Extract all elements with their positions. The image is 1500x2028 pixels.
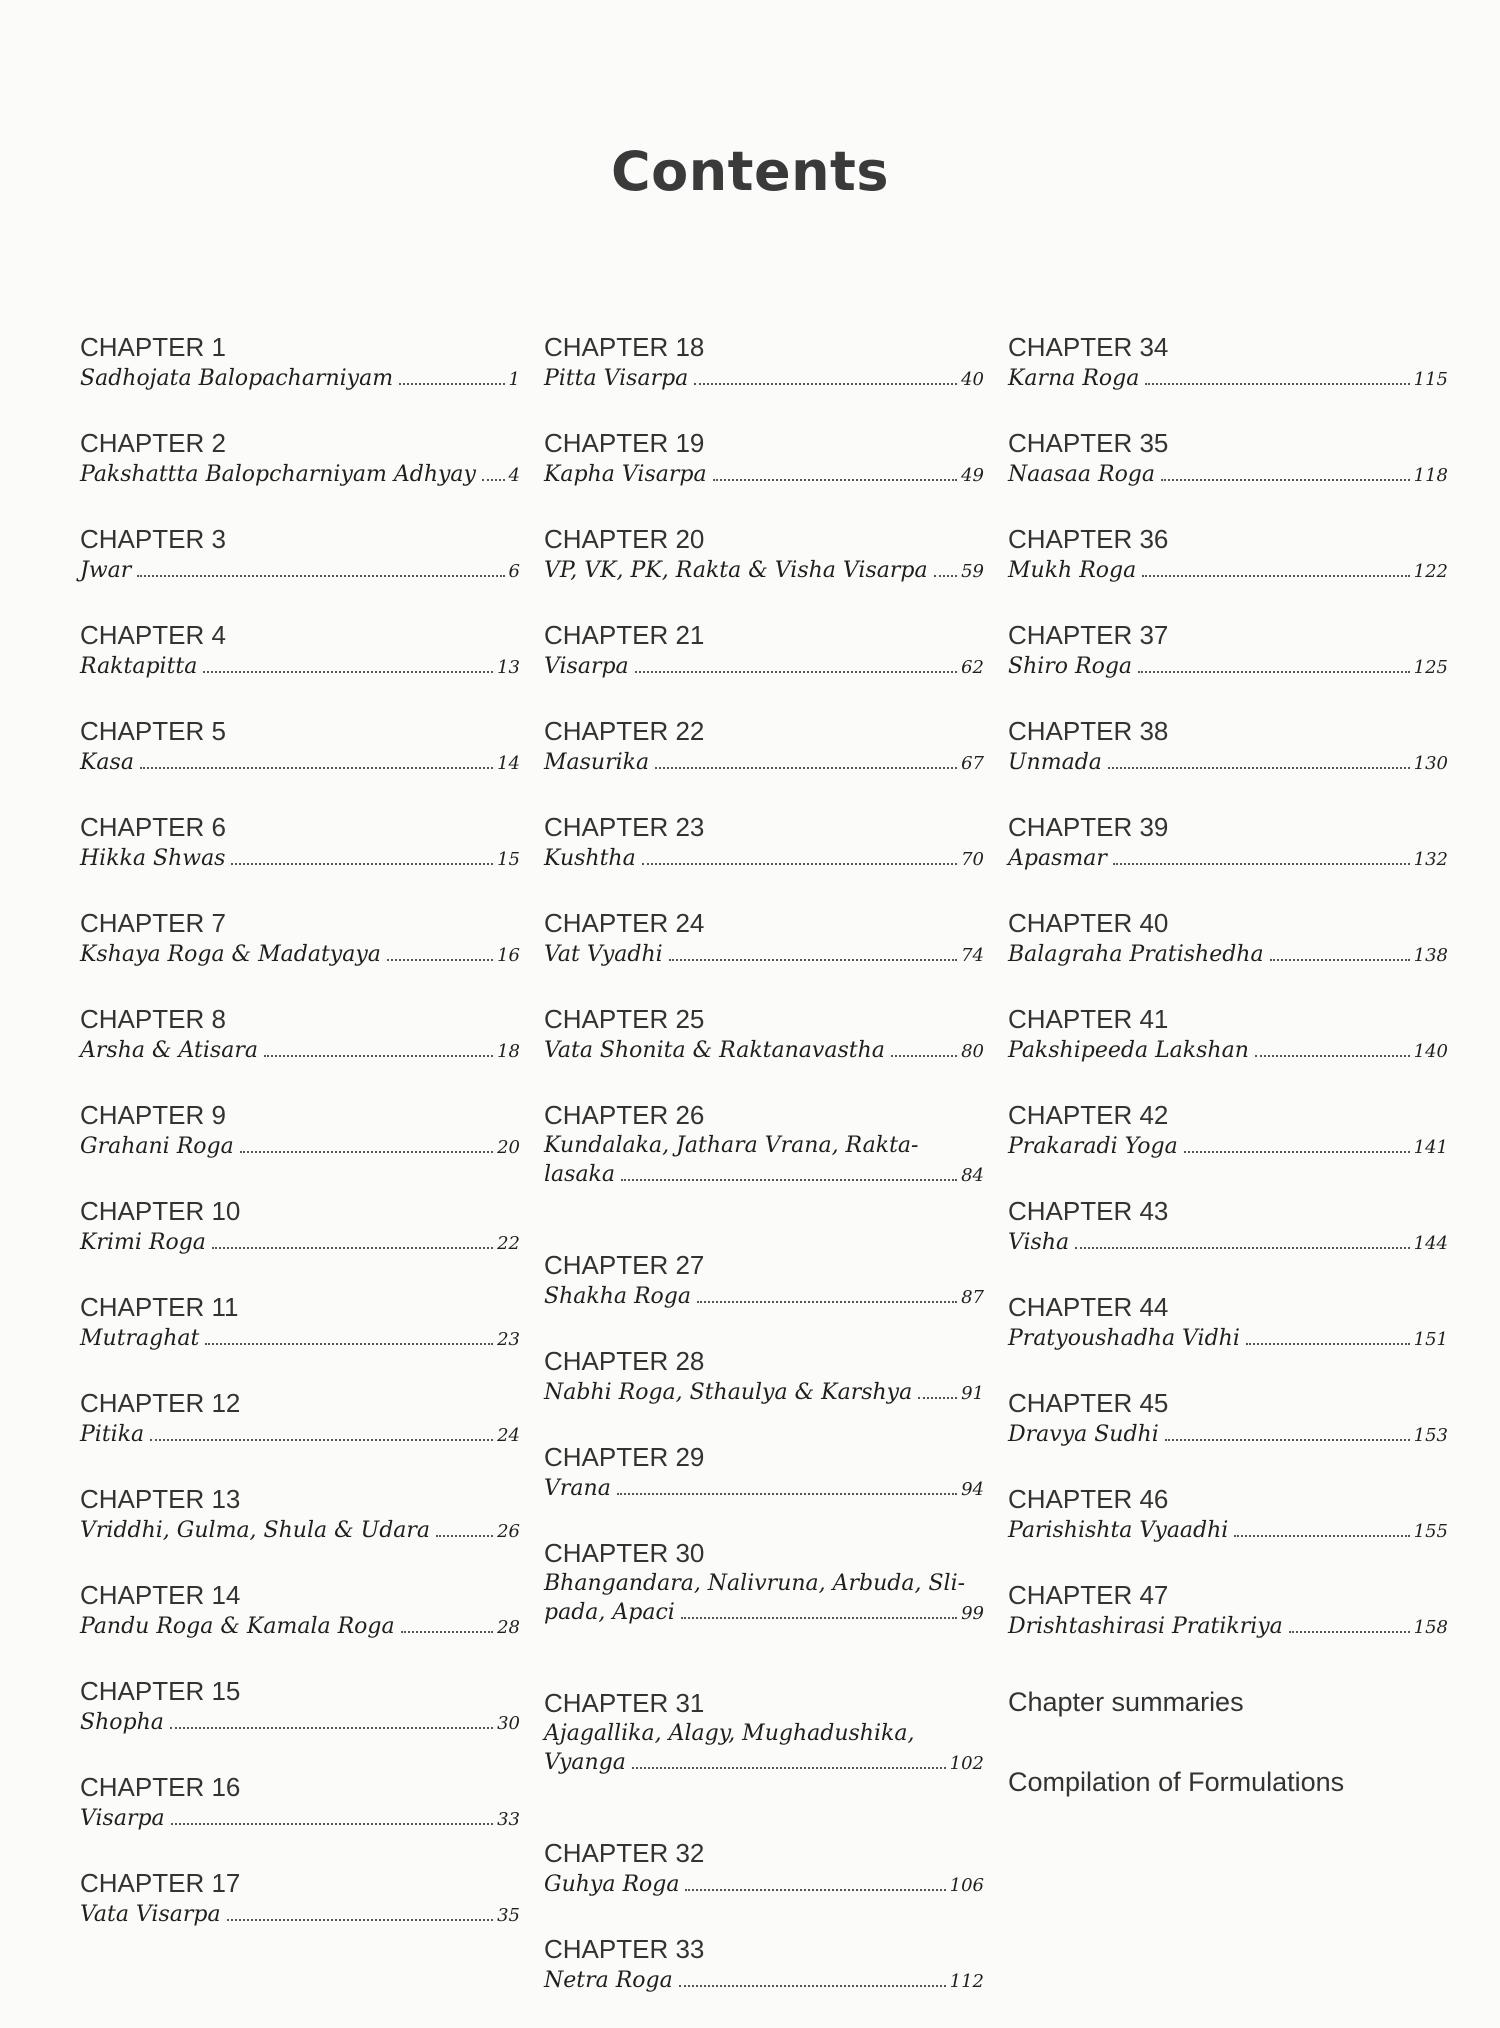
- dot-leader: [681, 1617, 957, 1619]
- toc-entry[interactable]: [80, 1482, 520, 1578]
- chapter-topic: Nabhi Roga, Sthaulya & Karshya: [544, 1380, 913, 1405]
- toc-entry[interactable]: [80, 714, 520, 810]
- chapter-topic: Karna Roga: [1008, 366, 1140, 391]
- toc-entry[interactable]: [1008, 810, 1448, 906]
- chapter-label: CHAPTER 43: [1008, 1196, 1169, 1226]
- chapter-label: CHAPTER 29: [544, 1442, 705, 1472]
- dot-leader: [1142, 575, 1409, 577]
- chapter-topic: Bhangandara, Nalivruna, Arbuda, Sli-: [544, 1571, 966, 1596]
- chapter-label: CHAPTER 26: [544, 1100, 705, 1130]
- page-number: 130: [1413, 753, 1448, 774]
- page-number: 4: [508, 465, 520, 486]
- dot-leader: [482, 479, 505, 481]
- chapter-label: CHAPTER 27: [544, 1250, 705, 1280]
- chapter-topic: Shakha Roga: [544, 1284, 691, 1309]
- toc-entry[interactable]: [544, 906, 984, 1002]
- page-number: 94: [961, 1479, 984, 1500]
- toc-entry[interactable]: [80, 330, 520, 426]
- page-number: 122: [1413, 561, 1448, 582]
- toc-entry[interactable]: [80, 1770, 520, 1866]
- chapter-topic: Pandu Roga & Kamala Roga: [80, 1614, 395, 1639]
- dot-leader: [231, 863, 493, 865]
- chapter-topic: Kundalaka, Jathara Vrana, Rakta-: [544, 1133, 919, 1158]
- chapter-topic: Hikka Shwas: [80, 846, 226, 871]
- page-number: 118: [1413, 465, 1448, 486]
- chapter-topic: Vata Visarpa: [80, 1902, 221, 1927]
- page-number: 18: [497, 1041, 520, 1062]
- toc-entry[interactable]: [80, 618, 520, 714]
- chapter-topic: Shiro Roga: [1008, 654, 1133, 679]
- page-number: 144: [1413, 1233, 1448, 1254]
- page-number: 91: [961, 1383, 984, 1404]
- page-number: 67: [961, 753, 984, 774]
- chapter-label: CHAPTER 41: [1008, 1004, 1169, 1034]
- page-number: 33: [497, 1809, 520, 1830]
- toc-entry[interactable]: [1008, 1482, 1448, 1578]
- dot-leader: [632, 1767, 946, 1769]
- toc-entry[interactable]: [80, 522, 520, 618]
- chapter-topic: Kshaya Roga & Madatyaya: [80, 942, 381, 967]
- dot-leader: [140, 767, 493, 769]
- chapter-topic: Naasaa Roga: [1008, 462, 1156, 487]
- page-number: 155: [1413, 1521, 1448, 1542]
- toc-entry[interactable]: [544, 1248, 984, 1344]
- page-number: 138: [1413, 945, 1448, 966]
- chapter-topic: Vriddhi, Gulma, Shula & Udara: [80, 1518, 431, 1543]
- chapter-label: CHAPTER 34: [1008, 332, 1169, 362]
- toc-entry[interactable]: [544, 1344, 984, 1440]
- toc-entry[interactable]: [1008, 1386, 1448, 1482]
- dot-leader: [891, 1055, 957, 1057]
- chapter-topic: Vata Shonita & Raktanavastha: [544, 1038, 885, 1063]
- chapter-label: CHAPTER 47: [1008, 1580, 1169, 1610]
- page-number: 153: [1413, 1425, 1448, 1446]
- dot-leader: [642, 863, 957, 865]
- dot-leader: [436, 1535, 493, 1537]
- toc-entry[interactable]: [544, 330, 984, 426]
- dot-leader: [1108, 767, 1410, 769]
- chapter-topic: Balagraha Pratishedha: [1008, 942, 1264, 967]
- chapter-topic-continued: lasaka: [544, 1162, 616, 1187]
- dot-leader: [399, 383, 504, 385]
- chapter-label: CHAPTER 15: [80, 1676, 241, 1706]
- chapter-topic: Masurika: [544, 750, 650, 775]
- chapter-label: CHAPTER 45: [1008, 1388, 1169, 1418]
- page-number: 14: [497, 753, 520, 774]
- chapter-label: CHAPTER 25: [544, 1004, 705, 1034]
- toc-entry[interactable]: [544, 714, 984, 810]
- page-number: 15: [497, 849, 520, 870]
- chapter-topic: Pakshattta Balopcharniyam Adhyay: [80, 462, 476, 487]
- dot-leader: [170, 1727, 493, 1729]
- toc-entry[interactable]: [80, 1194, 520, 1290]
- dot-leader: [203, 671, 493, 673]
- chapter-topic: Pakshipeeda Lakshan: [1008, 1038, 1249, 1063]
- toc-entry[interactable]: [544, 1536, 984, 1686]
- chapter-topic: Pratyoushadha Vidhi: [1008, 1326, 1240, 1351]
- page-number: 151: [1413, 1329, 1448, 1350]
- chapter-topic: Visarpa: [80, 1806, 165, 1831]
- dot-leader: [1145, 383, 1409, 385]
- dot-leader: [205, 1343, 493, 1345]
- dot-leader: [1289, 1631, 1410, 1633]
- page-number: 141: [1413, 1137, 1448, 1158]
- toc-entry[interactable]: [80, 906, 520, 1002]
- chapter-topic: Vrana: [544, 1476, 611, 1501]
- dot-leader: [171, 1823, 493, 1825]
- dot-leader: [694, 383, 957, 385]
- toc-entry[interactable]: [1008, 1098, 1448, 1194]
- chapter-label: CHAPTER 31: [544, 1688, 705, 1718]
- page-number: 16: [497, 945, 520, 966]
- page-number: 26: [497, 1521, 520, 1542]
- page-number: 22: [497, 1233, 520, 1254]
- chapter-label: CHAPTER 3: [80, 524, 226, 554]
- toc-column-2: [544, 330, 984, 2028]
- chapter-topic: Netra Roga: [544, 1968, 673, 1993]
- page-number: 40: [961, 369, 984, 390]
- chapter-label: CHAPTER 5: [80, 716, 226, 746]
- chapter-label: CHAPTER 46: [1008, 1484, 1169, 1514]
- chapter-label: CHAPTER 30: [544, 1538, 705, 1568]
- dot-leader: [387, 959, 493, 961]
- dot-leader: [934, 575, 958, 577]
- toc-entry[interactable]: [1008, 426, 1448, 522]
- dot-leader: [1138, 671, 1410, 673]
- page-number: 24: [497, 1425, 520, 1446]
- page-number: 80: [961, 1041, 984, 1062]
- toc-entry[interactable]: [80, 1866, 520, 1962]
- dot-leader: [1165, 1439, 1410, 1441]
- toc-entry[interactable]: [544, 1098, 984, 1248]
- chapter-topic: Pitika: [80, 1422, 145, 1447]
- dot-leader: [1270, 959, 1410, 961]
- page-number: 112: [949, 1971, 984, 1992]
- page-number: 158: [1413, 1617, 1448, 1638]
- chapter-label: CHAPTER 23: [544, 812, 705, 842]
- chapter-label: CHAPTER 36: [1008, 524, 1169, 554]
- chapter-label: CHAPTER 11: [80, 1292, 239, 1322]
- toc-entry[interactable]: [80, 1098, 520, 1194]
- chapter-topic: Prakaradi Yoga: [1008, 1134, 1178, 1159]
- chapter-label: CHAPTER 12: [80, 1388, 241, 1418]
- dot-leader: [240, 1151, 493, 1153]
- chapter-topic: Kushtha: [544, 846, 636, 871]
- toc-entry[interactable]: [1008, 1578, 1448, 1674]
- chapter-topic: Drishtashirasi Pratikriya: [1008, 1614, 1283, 1639]
- chapter-label: CHAPTER 6: [80, 812, 226, 842]
- chapter-label: CHAPTER 1: [80, 332, 226, 362]
- chapter-topic: Visarpa: [544, 654, 629, 679]
- chapter-topic: Unmada: [1008, 750, 1102, 775]
- dot-leader: [401, 1631, 493, 1633]
- page-number: 6: [508, 561, 520, 582]
- dot-leader: [1246, 1343, 1410, 1345]
- chapter-label: CHAPTER 18: [544, 332, 705, 362]
- chapter-label: CHAPTER 32: [544, 1838, 705, 1868]
- page-number: 132: [1413, 849, 1448, 870]
- dot-leader: [150, 1439, 493, 1441]
- dot-leader: [697, 1301, 957, 1303]
- dot-leader: [918, 1397, 957, 1399]
- dot-leader: [621, 1179, 957, 1181]
- chapter-topic: Pitta Visarpa: [544, 366, 689, 391]
- dot-leader: [713, 479, 958, 481]
- chapter-label: CHAPTER 28: [544, 1346, 705, 1376]
- chapter-label: CHAPTER 21: [544, 620, 705, 650]
- chapter-topic: Jwar: [80, 558, 132, 583]
- toc-entry[interactable]: [1008, 522, 1448, 618]
- toc-entry[interactable]: [1008, 1002, 1448, 1098]
- toc-entry[interactable]: [80, 1386, 520, 1482]
- chapter-topic-continued: pada, Apaci: [544, 1600, 675, 1625]
- toc-entry[interactable]: [80, 1674, 520, 1770]
- chapter-label: CHAPTER 8: [80, 1004, 226, 1034]
- page-number: 70: [961, 849, 984, 870]
- chapter-label: CHAPTER 37: [1008, 620, 1169, 650]
- dot-leader: [1161, 479, 1410, 481]
- page-number: 23: [497, 1329, 520, 1350]
- compilation-of-formulations-entry[interactable]: Compilation of Formulations: [1008, 1767, 1345, 1797]
- chapter-topic: Kapha Visarpa: [544, 462, 707, 487]
- page-number: 115: [1413, 369, 1448, 390]
- dot-leader: [1075, 1247, 1410, 1249]
- chapter-summaries-entry[interactable]: Chapter summaries: [1008, 1687, 1244, 1717]
- chapter-label: CHAPTER 20: [544, 524, 705, 554]
- toc-entry[interactable]: [544, 522, 984, 618]
- toc-entry[interactable]: [544, 810, 984, 906]
- chapter-label: CHAPTER 39: [1008, 812, 1169, 842]
- page-number: 49: [961, 465, 984, 486]
- toc-entry[interactable]: [80, 1002, 520, 1098]
- chapter-label: CHAPTER 44: [1008, 1292, 1169, 1322]
- chapter-topic: Vat Vyadhi: [544, 942, 663, 967]
- chapter-topic: Visha: [1008, 1230, 1070, 1255]
- chapter-label: CHAPTER 40: [1008, 908, 1169, 938]
- dot-leader: [669, 959, 957, 961]
- chapter-label: CHAPTER 38: [1008, 716, 1169, 746]
- toc-entry[interactable]: [544, 1836, 984, 1932]
- chapter-topic: Shopha: [80, 1710, 164, 1735]
- chapter-label: CHAPTER 10: [80, 1196, 241, 1226]
- toc-entry[interactable]: [544, 1932, 984, 2028]
- dot-leader: [685, 1889, 945, 1891]
- toc-entry[interactable]: [80, 1290, 520, 1386]
- dot-leader: [264, 1055, 493, 1057]
- chapter-topic: Parishishta Vyaadhi: [1008, 1518, 1229, 1543]
- page-number: 84: [961, 1165, 984, 1186]
- toc-entry[interactable]: [1008, 1290, 1448, 1386]
- chapter-label: CHAPTER 42: [1008, 1100, 1169, 1130]
- chapter-topic: Mutraghat: [80, 1326, 200, 1351]
- toc-entry[interactable]: [1008, 906, 1448, 1002]
- chapter-label: CHAPTER 7: [80, 908, 226, 938]
- toc-entry[interactable]: [80, 426, 520, 522]
- chapter-topic-continued: Vyanga: [544, 1750, 626, 1775]
- dot-leader: [137, 575, 504, 577]
- page-title: Contents: [610, 140, 889, 203]
- chapter-topic: Raktapitta: [80, 654, 198, 679]
- dot-leader: [635, 671, 957, 673]
- chapter-label: CHAPTER 33: [544, 1934, 705, 1964]
- page-number: 35: [497, 1905, 520, 1926]
- chapter-label: CHAPTER 9: [80, 1100, 226, 1130]
- chapter-label: CHAPTER 16: [80, 1772, 241, 1802]
- toc-entry[interactable]: [1008, 618, 1448, 714]
- dot-leader: [227, 1919, 494, 1921]
- page-number: 106: [949, 1875, 984, 1896]
- chapter-topic: Sadhojata Balopacharniyam: [80, 366, 394, 391]
- page-number: 28: [497, 1617, 520, 1638]
- dot-leader: [655, 767, 957, 769]
- toc-entry[interactable]: [80, 1578, 520, 1674]
- page-number: 1: [508, 369, 520, 390]
- chapter-topic: Kasa: [80, 750, 134, 775]
- dot-leader: [1255, 1055, 1410, 1057]
- chapter-label: CHAPTER 35: [1008, 428, 1169, 458]
- page-number: 87: [961, 1287, 984, 1308]
- toc-entry[interactable]: [80, 810, 520, 906]
- page-number: 140: [1413, 1041, 1448, 1062]
- page-number: 62: [961, 657, 984, 678]
- toc-entry[interactable]: [1008, 714, 1448, 810]
- chapter-topic: Apasmar: [1008, 846, 1107, 871]
- toc-entry[interactable]: [544, 618, 984, 714]
- chapter-label: CHAPTER 2: [80, 428, 226, 458]
- toc-entry[interactable]: [1008, 330, 1448, 426]
- page-number: 125: [1413, 657, 1448, 678]
- chapter-label: CHAPTER 22: [544, 716, 705, 746]
- chapter-topic: Guhya Roga: [544, 1872, 680, 1897]
- chapter-label: CHAPTER 19: [544, 428, 705, 458]
- page-number: 13: [497, 657, 520, 678]
- chapter-topic: Dravya Sudhi: [1008, 1422, 1159, 1447]
- chapter-topic: VP, VK, PK, Rakta & Visha Visarpa: [544, 558, 928, 583]
- chapter-label: CHAPTER 4: [80, 620, 226, 650]
- chapter-label: CHAPTER 24: [544, 908, 705, 938]
- chapter-label: CHAPTER 14: [80, 1580, 241, 1610]
- page-number: 99: [961, 1603, 984, 1624]
- toc-column-1: [80, 330, 520, 1962]
- dot-leader: [212, 1247, 493, 1249]
- page-number: 74: [961, 945, 984, 966]
- dot-leader: [679, 1985, 946, 1987]
- dot-leader: [1184, 1151, 1410, 1153]
- dot-leader: [1113, 863, 1410, 865]
- page-number: 59: [961, 561, 984, 582]
- page-number: 30: [497, 1713, 520, 1734]
- chapter-topic: Arsha & Atisara: [80, 1038, 258, 1063]
- chapter-label: CHAPTER 13: [80, 1484, 241, 1514]
- page-number: 102: [949, 1753, 984, 1774]
- page-number: 20: [497, 1137, 520, 1158]
- toc-column-3: [1008, 330, 1448, 1834]
- toc-entry[interactable]: [544, 1686, 984, 1836]
- dot-leader: [1234, 1535, 1409, 1537]
- chapter-topic: Ajagallika, Alagy, Mughadushika,: [544, 1721, 915, 1746]
- chapter-topic: Krimi Roga: [80, 1230, 206, 1255]
- chapter-label: CHAPTER 17: [80, 1868, 241, 1898]
- dot-leader: [617, 1493, 957, 1495]
- toc-entry[interactable]: [544, 426, 984, 522]
- toc-entry[interactable]: [544, 1440, 984, 1536]
- toc-entry[interactable]: [544, 1002, 984, 1098]
- toc-entry[interactable]: [1008, 1194, 1448, 1290]
- chapter-topic: Mukh Roga: [1008, 558, 1137, 583]
- chapter-topic: Grahani Roga: [80, 1134, 234, 1159]
